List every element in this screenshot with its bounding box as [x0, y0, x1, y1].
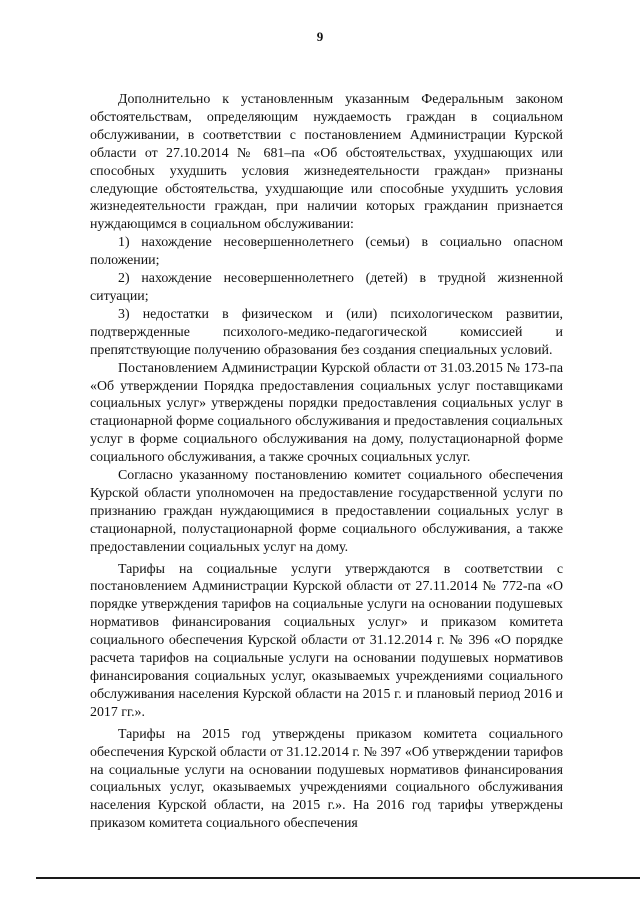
paragraph-additional-circumstances: Дополнительно к установленным указанным Федеральным законом обстоятельствам, определяющим нуждаемость граждан в социальном обслуживании, в соответствии с постановлением Администрации Курской области от 27.10.2014 № 681–па «Об обстоятельствах, ухудшающих или способных ухудшить условия жизнедеятельности граждан» признаны следующие обстоятельства, ухудшающие или способные ухудшить условия жизнедеятельности граждан, при наличии которых гражданин признается нуждающимся в социальном обслуживании: — [90, 92, 563, 233]
paragraph-resolution-173: Постановлением Администрации Курской области от 31.03.2015 № 173-па «Об утверждении Порядка предоставления социальных услуг поставщиками социальных услуг» утверждены порядки предоставления социальных услуг в стационарной форме социального обслуживания и предоставления социальных услуг в форме социального обслуживания на дому, полустационарной форме социального обслуживания, а также срочных социальных услуг. — [90, 360, 563, 466]
page-number: 9 — [316, 29, 324, 44]
list-item-2: 2) нахождение несовершеннолетнего (детей) в трудной жизненной ситуации; — [90, 271, 563, 304]
page-bottom-rule — [36, 877, 640, 879]
paragraph-committee-authority: Согласно указанному постановлению комитет социального обеспечения Курской области уполномочен на предоставление государственной услуги по признанию граждан нуждающимися в предоставлении социальных услуг в стационарной, полустационарной форме социального обслуживания, а также предоставлении социальных услуг на дому. — [90, 468, 563, 555]
list-item-1: 1) нахождение несовершеннолетнего (семьи) в социально опасном положении; — [90, 235, 563, 269]
document-body — [90, 91, 563, 833]
list-item-3: 3) недостатки в физическом и (или) психологическом развитии, подтвержденные психолого-медико-педагогической комиссией и препятствующие получению образования без создания специальных условий. — [90, 306, 563, 358]
paragraph-tariffs-approval: Тарифы на социальные услуги утверждаются в соответствии с постановлением Администрации Курской области от 27.11.2014 № 772-па «О порядке утверждения тарифов на социальные услуги на основании подушевых нормативов финансирования социальных услуг» и приказом комитета социального обеспечения Курской области от 31.12.2014 г. № 396 «О порядке расчета тарифов на социальные услуги на основании подушевых нормативов финансирования социальных услуг, оказываемых учреждениями социального обслуживания населения Курской области на 2015 г. и плановый период 2016 и 2017 гг.». — [90, 561, 563, 720]
paragraph-tariffs-2015: Тарифы на 2015 год утверждены приказом комитета социального обеспечения Курской области от 31.12.2014 г. № 397 «Об утверждении тарифов на социальные услуги на основании подушевых нормативов финансирования социальных услуг, оказываемых учреждениями социального обслуживания населения Курской области, на 2015 г.». На 2016 год тарифы утверждены приказом комитета социального обеспечения — [90, 726, 563, 832]
